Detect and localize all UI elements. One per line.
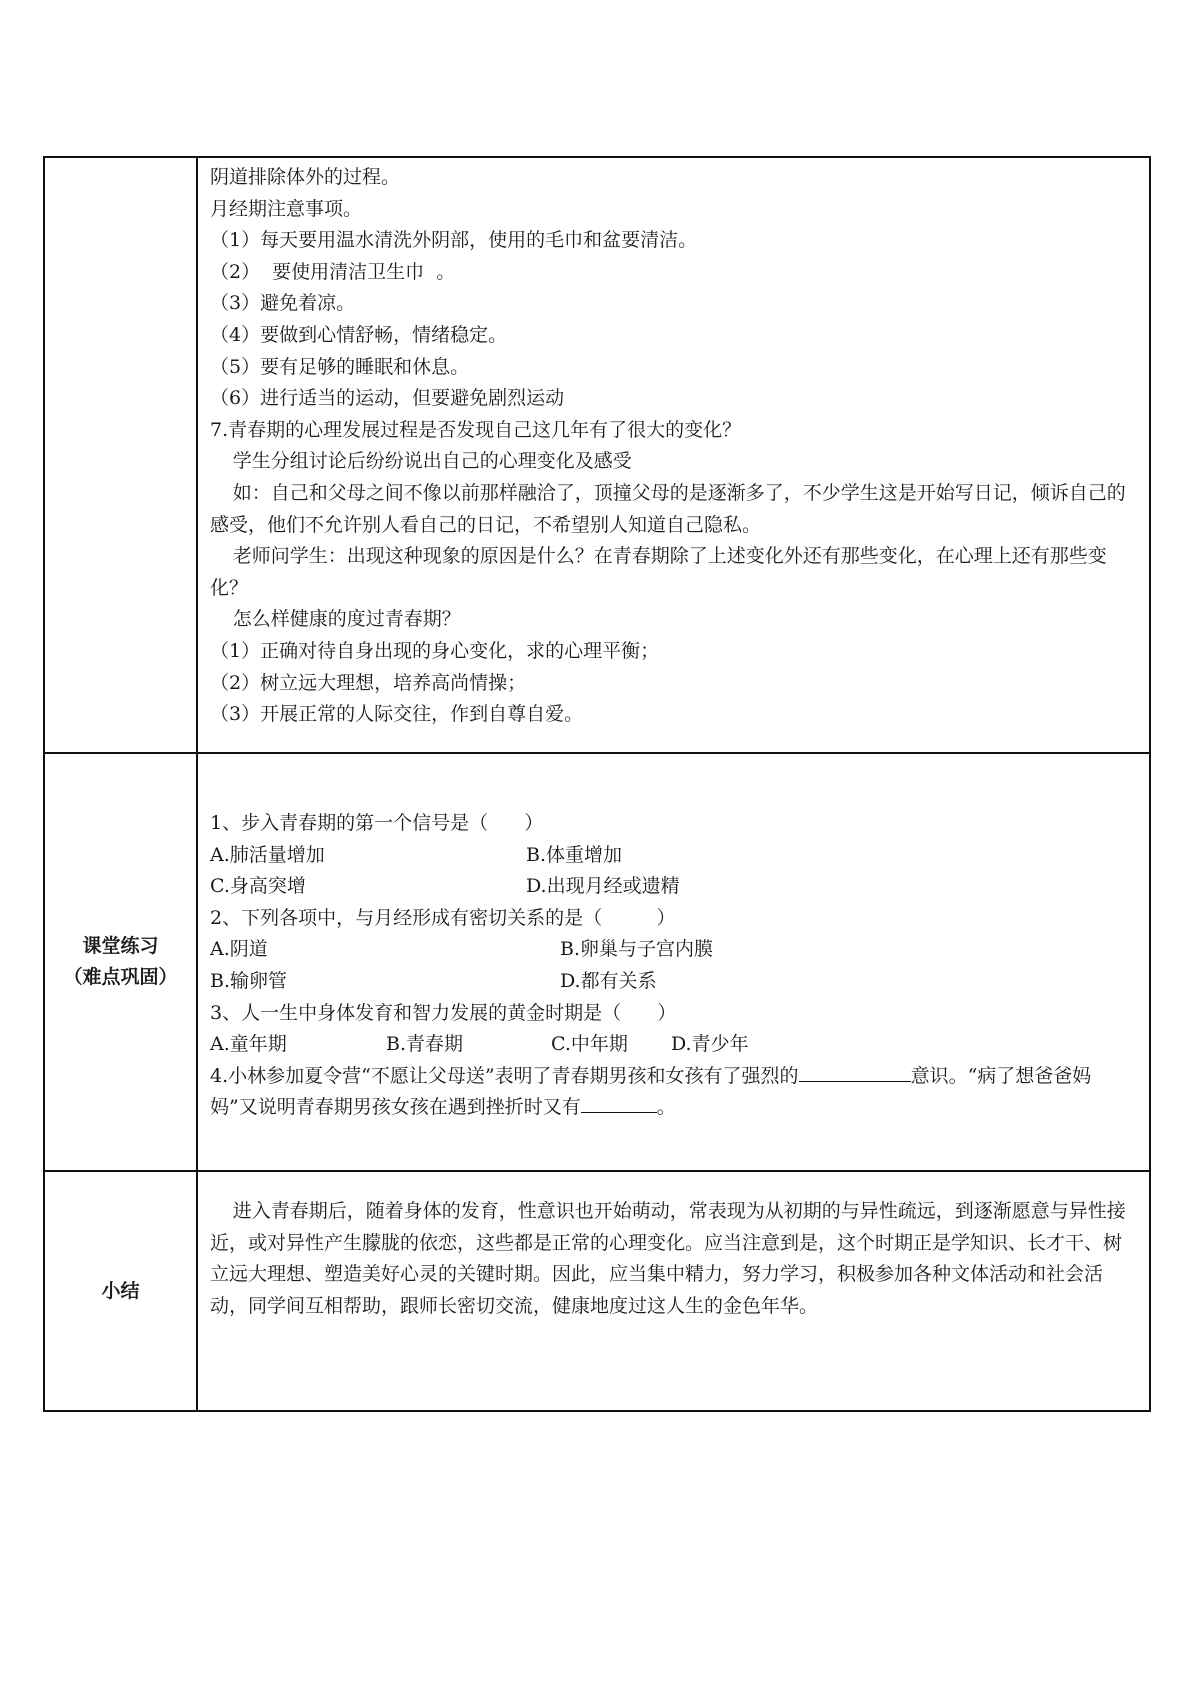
tip-item: （3）开展正常的人际交往，作到自尊自爱。: [210, 703, 584, 726]
question-2: 2、下列各项中，与月经形成有密切关系的是（ ）: [210, 906, 676, 929]
continuation-label-cell: [44, 157, 197, 753]
how-question: 怎么样健康的度过青春期？: [232, 608, 461, 631]
summary-content-cell: [197, 1171, 1150, 1411]
practice-label-line2: （难点巩固）: [63, 966, 178, 988]
practice-label-line1: 课堂练习: [82, 935, 159, 957]
option-a: A.童年期: [210, 1033, 287, 1056]
text-line: （6）进行适当的运动，但要避免剧烈运动: [210, 387, 565, 410]
question-3: 3、人一生中身体发育和智力发展的黄金时期是（ ）: [210, 1001, 677, 1024]
question-2-options-row1: [210, 934, 1137, 966]
continuation-content-cell: [197, 157, 1150, 753]
practice-row: [44, 753, 1150, 1171]
question-4: [210, 1061, 1137, 1124]
question-2-options-row2: [210, 966, 1137, 998]
text-line: （1）每天要用温水清洗外阴部，使用的毛巾和盆要清洁。: [210, 229, 698, 252]
question-1-options-row1: [210, 840, 1137, 872]
practice-label: [45, 931, 196, 993]
option-a: A.阴道: [210, 938, 268, 961]
practice-content: [198, 754, 1149, 1124]
question-1-options-row2: [210, 871, 1137, 903]
question-4-part3: 。: [656, 1096, 676, 1119]
teacher-question-paragraph: 老师问学生：出现这种现象的原因是什么？在青春期除了上述变化外还有那些变化，在心理上还有那些变化？: [210, 545, 1107, 599]
tip-item: （1）正确对待自身出现的身心变化，求的心理平衡；: [210, 639, 660, 662]
question-1: 1、步入青春期的第一个信号是（ ）: [210, 812, 544, 834]
question-heading: 7.青春期的心理发展过程是否发现自己这几年有了很大的变化？: [210, 418, 742, 441]
option-d: D.都有关系: [560, 969, 657, 992]
text-line: 阴道排除体外的过程。: [210, 166, 401, 188]
answer-blank-2[interactable]: [581, 1092, 657, 1113]
discussion-text: 学生分组讨论后纷纷说出自己的心理变化及感受: [232, 450, 632, 473]
option-b: B.青春期: [386, 1033, 464, 1056]
option-b: B.体重增加: [526, 843, 623, 866]
continuation-content: [198, 158, 1149, 731]
tip-item: （2）树立远大理想，培养高尚情操；: [210, 671, 527, 694]
lesson-table: [43, 156, 1151, 1412]
option-d: D.出现月经或遗精: [526, 875, 680, 898]
option-c: C.身高突增: [210, 875, 306, 898]
summary-content: [198, 1172, 1149, 1322]
question-3-options: [210, 1029, 1137, 1061]
text-line: （4）要做到心情舒畅，情绪稳定。: [210, 323, 508, 346]
practice-label-cell: [44, 753, 197, 1171]
option-d: D.青少年: [671, 1033, 749, 1056]
text-line: （3）避免着凉。: [210, 292, 356, 315]
option-a: A.肺活量增加: [210, 843, 325, 866]
option-c: C.中年期: [551, 1033, 628, 1056]
text-line: （2） 要使用清洁卫生巾 。: [210, 260, 456, 283]
continuation-row: [44, 157, 1150, 753]
text-line: 月经期注意事项。: [210, 197, 363, 220]
text-line: （5）要有足够的睡眠和休息。: [210, 355, 470, 378]
summary-label: 小结: [101, 1279, 140, 1302]
option-c: B.输卵管: [210, 969, 288, 992]
question-4-part1: 4.小林参加夏令营“不愿让父母送”表明了青春期男孩和女孩有了强烈的: [210, 1064, 799, 1087]
summary-label-cell: [44, 1171, 197, 1411]
summary-row: [44, 1171, 1150, 1411]
example-paragraph: 如：自己和父母之间不像以前那样融洽了，顶撞父母的是逐渐多了，不少学生这是开始写日记，倾诉自己的感受，他们不允许别人看自己的日记，不希望别人知道自己隐私。: [210, 481, 1126, 536]
summary-paragraph: 进入青春期后，随着身体的发育，性意识也开始萌动，常表现为从初期的与异性疏远，到逐渐愿意与异性接近，或对异性产生朦胧的依恋，这些都是正常的心理变化。应当注意到是，这个时期正是学知识、长才干、树立远大理想、塑造美好心灵的关键时期。因此，应当集中精力，努力学习，积极参加各种文体活动和社会活动，同学间互相帮助，跟师长密切交流，健康地度过这人生的金色年华。: [210, 1200, 1126, 1317]
question-4-part2: 意识。“病了想爸爸妈妈”又说明青春期男孩女孩在遇到挫折时又有: [210, 1064, 1092, 1119]
option-b: B.卵巢与子宫内膜: [560, 938, 714, 961]
answer-blank-1[interactable]: [799, 1061, 911, 1082]
practice-content-cell: [197, 753, 1150, 1171]
